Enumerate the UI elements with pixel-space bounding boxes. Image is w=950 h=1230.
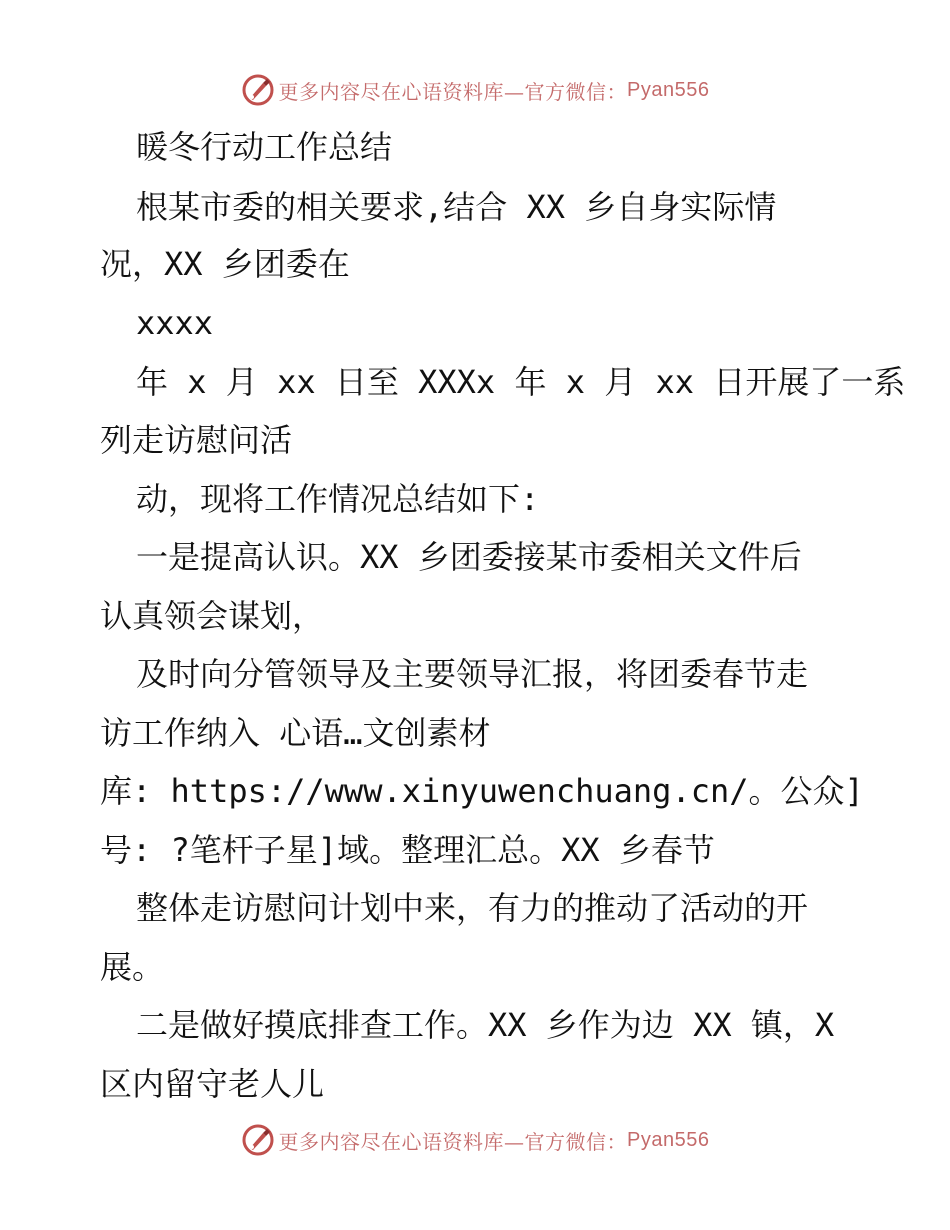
header-wechat-id: Pyan556 [627, 78, 710, 101]
paragraph-line: 号: ?笔杆子星]域。整理汇总。XX 乡春节 [100, 831, 715, 869]
header-watermark-text: 更多内容尽在心语资料库—官方微信： [278, 79, 628, 104]
footer-watermark-text: 更多内容尽在心语资料库—官方微信： [278, 1129, 628, 1154]
paragraph-line: 年 x 月 xx 日至 XXXx 年 x 月 xx 日开展了一系 [136, 363, 906, 401]
pen-circle-logo-icon [241, 1123, 275, 1157]
paragraph-line: 展。 [100, 948, 165, 986]
footer-wechat-id: Pyan556 [627, 1128, 710, 1151]
paragraph-line: 一是提高认识。XX 乡团委接某市委相关文件后 [136, 538, 802, 576]
pen-circle-logo-icon [241, 73, 275, 107]
paragraph-line: 访工作纳入 心语…文创素材 [100, 714, 491, 752]
document-title: 暖冬行动工作总结 [136, 128, 393, 166]
paragraph-line: 二是做好摸底排查工作。XX 乡作为边 XX 镇，X [136, 1006, 835, 1044]
footer-watermark [0, 1120, 950, 1160]
paragraph-line: 动，现将工作情况总结如下: [136, 480, 540, 518]
paragraph-line: xxxx [136, 304, 214, 342]
paragraph-line: 列走访慰问活 [100, 421, 293, 459]
paragraph-line: 区内留守老人儿 [100, 1065, 325, 1103]
paragraph-line: 整体走访慰问计划中来，有力的推动了活动的开 [136, 889, 809, 927]
paragraph-line: 认真领会谋划， [100, 597, 325, 635]
paragraph-line: 根某市委的相关要求,结合 XX 乡自身实际情 [136, 188, 777, 226]
paragraph-line: 况，XX 乡团委在 [100, 245, 350, 283]
paragraph-line: 及时向分管领导及主要领导汇报，将团委春节走 [136, 655, 809, 693]
header-watermark [0, 70, 950, 110]
paragraph-line: 库: https://www.xinyuwenchuang.cn/。公众] [100, 772, 864, 810]
